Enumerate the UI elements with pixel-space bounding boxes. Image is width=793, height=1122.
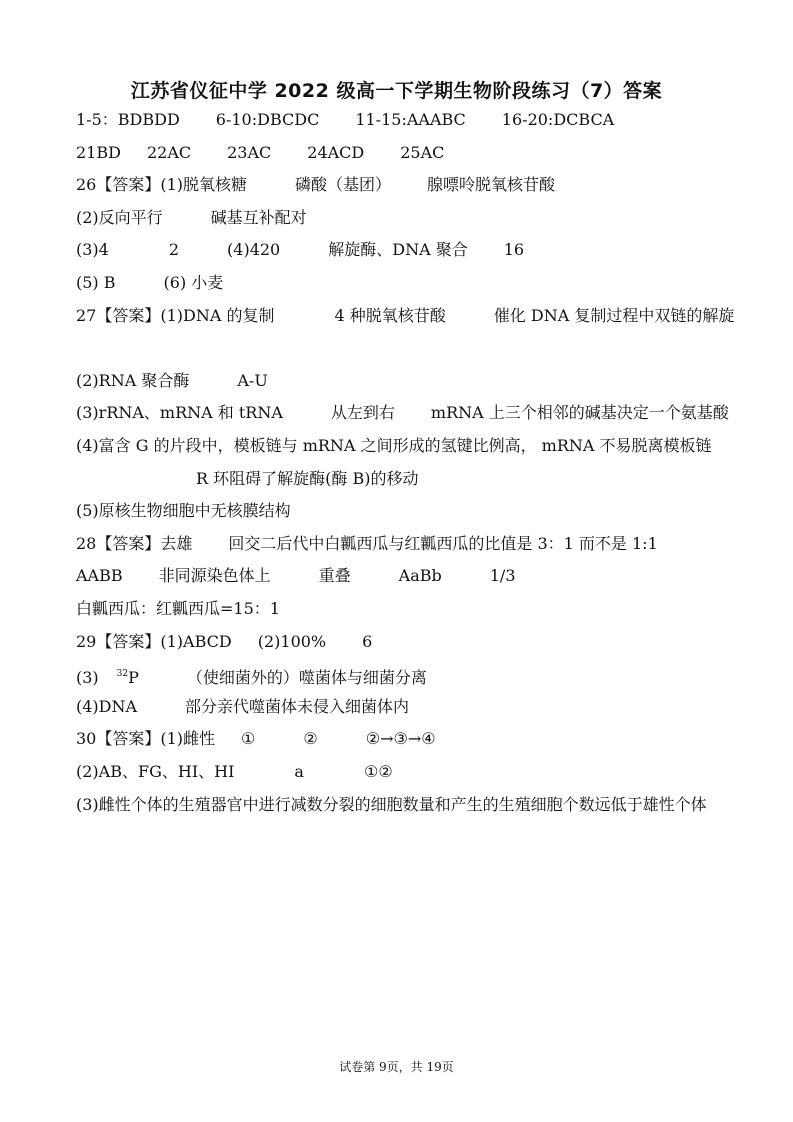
choice-11-15: 11-15:AAABC [355, 110, 466, 129]
q27-line-6 [76, 463, 726, 496]
q27-answer-4a: (4)富含 G 的片段中，模板链与 mRNA 之间形成的氢键比例高， mRNA 不易脱离模板链 [76, 436, 712, 455]
q29-answer-3a: (3) [76, 668, 99, 688]
choice-1-5: 1-5：BDBDD [76, 110, 180, 129]
choice-16-20: 16-20:DCBCA [501, 110, 615, 129]
q26-line-2 [76, 202, 726, 235]
q28-line-1 [76, 528, 726, 561]
q29-answer-2b: 6 [362, 631, 373, 651]
q30-line-2 [76, 756, 726, 789]
q30-answer-1a: 30【答案】(1)雌性 [76, 729, 216, 749]
q26-answer-1a: 26【答案】(1)脱氧核糖 [76, 175, 248, 195]
choice-answers-row-1 [76, 104, 726, 137]
q29-answer-4b: 部分亲代噬菌体未侵入细菌体内 [185, 696, 410, 716]
q26-line-4 [76, 267, 726, 300]
choice-answers-row-2 [76, 137, 726, 170]
q29-line-1 [76, 626, 726, 659]
q29-line-2 [76, 658, 726, 691]
q27-answer-3c: mRNA 上三个相邻的碱基决定一个氨基酸 [430, 403, 729, 423]
q27-line-2 [76, 332, 726, 365]
choice-22: 22AC [146, 142, 192, 162]
q26-line-3 [76, 234, 726, 267]
q27-answer-2a: (2)RNA 聚合酶 [76, 370, 190, 390]
q27-answer-4b: R 环阻碍了解旋酶(酶 B)的移动 [196, 468, 419, 488]
q28-answer-2c: 重叠 [318, 566, 351, 586]
q26-answer-2b: 碱基互补配对 [210, 207, 307, 227]
q27-answer-1a: 27【答案】(1)DNA 的复制 [76, 305, 275, 325]
q29-line-3 [76, 691, 726, 724]
page-title: 江苏省仪征中学 2022 级高一下学期生物阶段练习（7）答案 [130, 80, 663, 102]
q28-answer-2d: AaBb [398, 566, 442, 586]
q30-answer-2b: a [294, 761, 304, 781]
q27-4-paragraph [76, 430, 726, 463]
q28-answer-2e: 1/3 [489, 566, 516, 586]
q30-answer-3: (3)雌性个体的生殖器官中进行减数分裂的细胞数量和产生的生殖细胞个数远低于雄性个体 [76, 795, 707, 814]
q29-answer-2a: (2)100% [257, 631, 327, 651]
q28-answer-1a: 28【答案】去雄 [76, 533, 193, 553]
q29-answer-3b: P [128, 668, 139, 688]
q30-answer-2a: (2)AB、FG、HI、HI [76, 761, 235, 781]
q26-answer-3a: (3)4 [76, 240, 109, 260]
q28-answer-1b: 回交二后代中白瓤西瓜与红瓤西瓜的比值是 3：1 而不是 1:1 [228, 533, 658, 553]
q26-answer-1b: 磷酸（基团） [295, 175, 392, 195]
q26-answer-6: (6) 小麦 [163, 272, 224, 292]
q28-line-3 [76, 593, 726, 626]
choice-24: 24ACD [307, 142, 365, 162]
choice-23: 23AC [227, 142, 272, 162]
q27-line-1 [76, 300, 735, 333]
q27-answer-1b: 4 种脱氧核苷酸 [334, 305, 446, 325]
q26-line-1 [76, 169, 726, 202]
q27-answer-3b: 从左到右 [330, 403, 395, 423]
choice-6-10: 6-10:DBCDC [215, 110, 320, 129]
isotope-mass-number: 32 [116, 669, 129, 680]
q26-answer-2a: (2)反向平行 [76, 207, 163, 227]
q26-answer-3b: 2 [168, 240, 180, 260]
q26-answer-4a: (4)420 [227, 240, 281, 260]
q28-answer-3: 白瓤西瓜：红瓤西瓜=15：1 [76, 598, 280, 618]
q27-line-3 [76, 365, 726, 398]
q30-answer-2c: ①② [363, 761, 393, 781]
q29-answer-3c: （使细菌外的）噬菌体与细菌分离 [186, 668, 427, 688]
q30-3-paragraph [76, 789, 726, 822]
q27-answer-1c: 催化 DNA 复制过程中双链的解旋 [493, 305, 735, 325]
q28-answer-2a: AABB [76, 566, 123, 586]
q27-line-7 [76, 495, 726, 528]
q27-line-4 [76, 397, 729, 430]
q29-answer-1: 29【答案】(1)ABCD [76, 631, 232, 651]
q28-line-2 [76, 560, 726, 593]
q27-answer-2b: A-U [237, 370, 268, 390]
q26-answer-5: (5) B [76, 272, 116, 292]
q26-answer-4b: 解旋酶、DNA 聚合 [328, 240, 468, 260]
q27-answer-5: (5)原核生物细胞中无核膜结构 [76, 501, 291, 521]
choice-25: 25AC [400, 142, 445, 162]
q28-answer-2b: 非同源染色体上 [158, 566, 271, 586]
choice-21: 21BD [76, 142, 121, 162]
page-footer: 试卷第 9页，共 19页 [339, 1060, 454, 1074]
q29-answer-4a: (4)DNA [76, 696, 138, 716]
q26-answer-1c: 腺嘌呤脱氧核苷酸 [427, 175, 556, 195]
q30-answer-1d: ②→③→④ [365, 729, 436, 749]
q30-answer-1b: ① [241, 729, 256, 749]
q26-answer-4c: 16 [503, 240, 525, 260]
q30-answer-1c: ② [303, 729, 318, 749]
q27-answer-3a: (3)rRNA、mRNA 和 tRNA [76, 403, 283, 423]
q30-line-1 [76, 723, 726, 756]
